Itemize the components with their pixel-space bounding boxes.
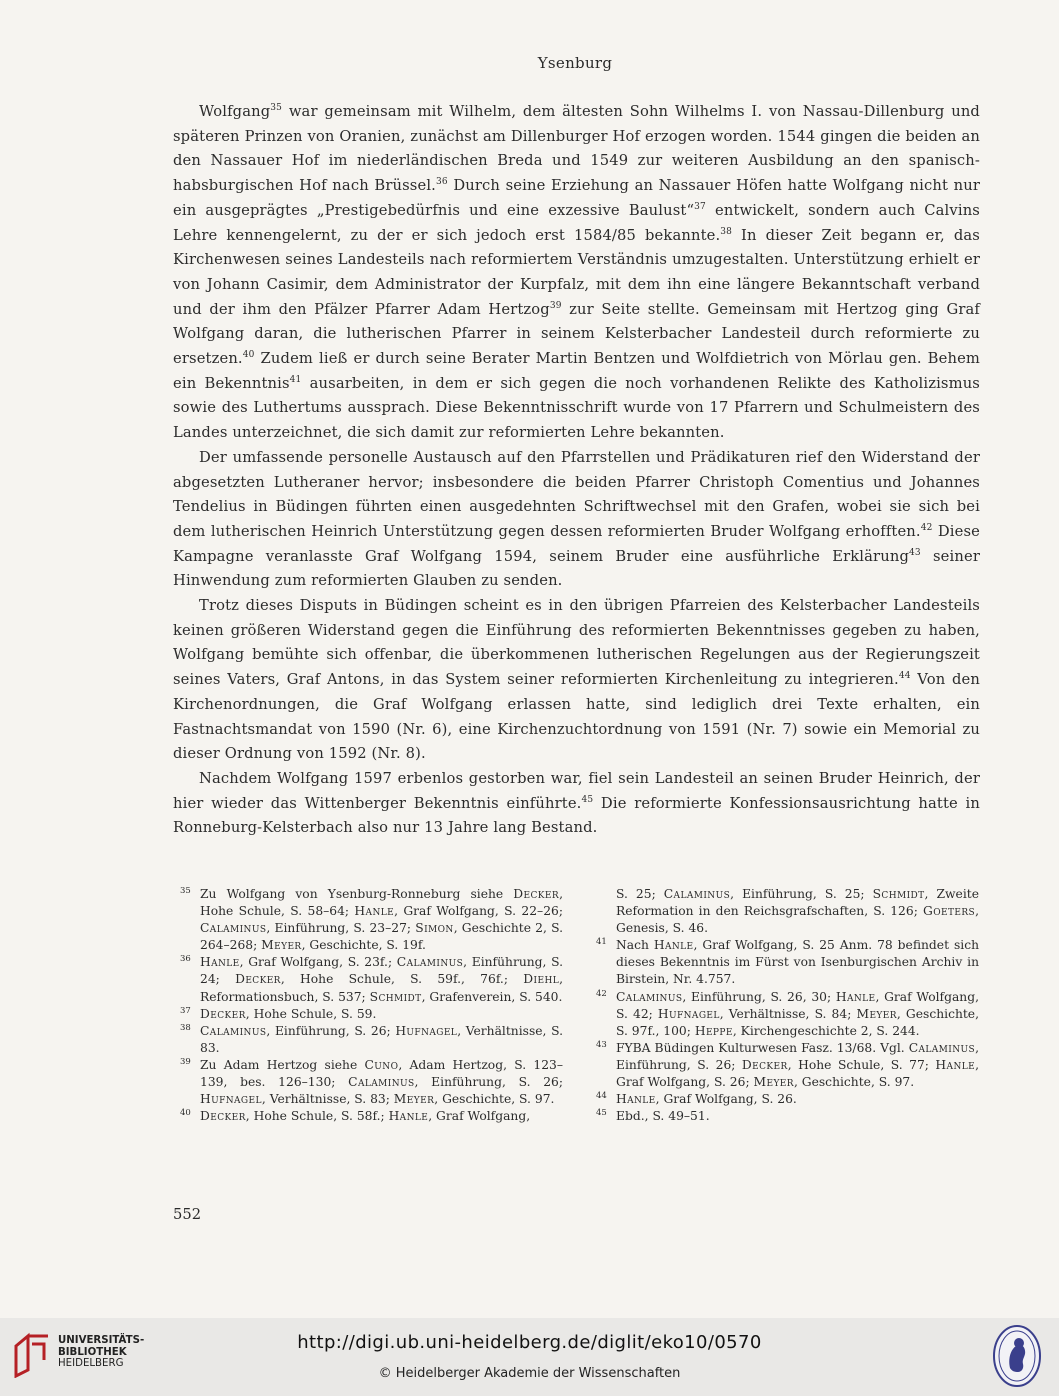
footnote-ref[interactable]: 45	[581, 794, 594, 805]
footnotes-left-column	[180, 886, 563, 1125]
paragraph: Wolfgang$^{35}$ war gemeinsam mit Wilhelm, dem ältesten Sohn Wilhelms I. von Nassau-Dillenburg und späteren Prinzen von Oranien, zunächst am Dillenburger Hof erzogen worden. 1544 gingen die beiden an den Nassauer Hof im niederländischen Breda und 1549 zur weiteren Ausbildung an den spanisch-habsburgischen Hof nach Brüssel.$^{36}$ Durch seine Erziehung an Nassauer Höfen hatte Wolfgang nicht nur ein ausgeprägtes „Prestigebedürfnis und eine exzessive Baulust“$^{37}$ entwickelt, sondern auch Calvins Lehre kennengelernt, zu der er sich jedoch erst 1584/85 bekannte.$^{38}$ In dieser Zeit begann er, das Kirchenwesen seines Landesteils nach reformiertem Verständnis umzugestalten. Unterstützung erhielt er von Johann Casimir, dem Administrator der Kurpfalz, mit dem ihn eine längere Bekanntschaft verband und der ihm den Pfälzer Pfarrer Adam Hertzog$^{39}$ zur Seite stellte. Gemeinsam mit Hertzog ging Graf Wolfgang daran, die lutherischen Pfarrer in seinem Kelsterbacher Landesteil durch reformierte zu ersetzen.$^{40}$ Zudem ließ er durch seine Berater Martin Bentzen und Wolfdietrich von Mörlau gen. Behem ein Bekenntnis$^{41}$ ausarbeiten, in dem er sich gegen die noch vorhandenen Relikte des Katholizismus sowie des Luthertums aussprach. Diese Bekenntnisschrift wurde von 17 Pfarrern und Schulmeistern des Landes unterzeichnet, die sich damit zur reformierten Lehre bekannten.	[173, 103, 980, 442]
footnote-ref[interactable]: 36	[435, 177, 448, 188]
footnote-36: 36 Hanle, Graf Wolfgang, S. 23f.; Calaminus, Einführung, S. 24; Decker, Hohe Schule, S. 59f., 76f.; Diehl, Reformationsbuch, S. 537; Schmidt, Grafenverein, S. 540.	[180, 954, 563, 1004]
footnote-ref[interactable]: 35	[270, 103, 283, 114]
footnote-35: 35 Zu Wolfgang von Ysenburg-Ronneburg siehe Decker, Hohe Schule, S. 58–64; Hanle, Graf Wolfgang, S. 22–26; Calaminus, Einführung, S. 23–27; Simon, Geschichte 2, S. 264–268; Meyer, Geschichte, S. 19f.	[180, 886, 563, 953]
main-text	[173, 100, 980, 841]
paragraph: Trotz dieses Disputs in Büdingen scheint es in den übrigen Pfarreien des Kelsterbacher Landesteils keinen größeren Widerstand gegen die Einführung des reformierten Bekenntnisses gegeben zu haben, Wolfgang bemühte sich offenbar, die überkommenen lutherischen Regelungen aus der Regierungszeit seines Vaters, Graf Antons, in das System seiner reformierten Kirchenleitung zu integrieren.$^{44}$ Von den Kirchenordnungen, die Graf Wolfgang erlassen hatte, sind lediglich drei Texte erhalten, ein Fastnachtsmandat von 1590 (Nr. 6), eine Kirchenzuchtordnung von 1591 (Nr. 7) sowie ein Memorial zu dieser Ordnung von 1592 (Nr. 8).	[173, 597, 981, 763]
footnote-ref[interactable]: 41	[289, 374, 302, 385]
footnote-ref[interactable]: 37	[694, 201, 706, 212]
footnote-40: 40 Decker, Hohe Schule, S. 58f.; Hanle, Graf Wolfgang,	[180, 1108, 531, 1124]
paragraph: Der umfassende personelle Austausch auf den Pfarrstellen und Prädikaturen rief den Widerstand der abgesetzten Lutheraner hervor; insbesondere die beiden Pfarrer Christoph Comentius und Johannes Tendelius in Büdingen führten einen ausgedehnten Schriftwechsel mit den Grafen, wobei sie sich bei dem lutherischen Heinrich Unterstützung gegen dessen reformierten Bruder Wolfgang erhofften.$^{42}$ Diese Kampagne veranlasste Graf Wolfgang 1594, seinem Bruder eine ausführliche Erklärung$^{43}$ seiner Hinwendung zum reformierten Glauben zu senden.	[173, 448, 981, 590]
footnote-45: 45 Ebd., S. 49–51.	[596, 1108, 710, 1124]
footnote-ref[interactable]: 38	[720, 226, 733, 237]
footnote-43: 43 FYBA Büdingen Kulturwesen Fasz. 13/68. Vgl. Calaminus, Einführung, S. 26; Decker, Hohe Schule, S. 77; Hanle, Graf Wolfgang, S. 26; Meyer, Geschichte, S. 97.	[596, 1039, 979, 1090]
footnote-ref[interactable]: 39	[549, 300, 562, 311]
footnote-ref[interactable]: 44	[898, 671, 911, 682]
footnote-ref[interactable]: 42	[920, 523, 933, 534]
page-number: 552	[173, 1206, 202, 1223]
footnote-42: 42 Calaminus, Einführung, S. 26, 30; Hanle, Graf Wolfgang, S. 42; Hufnagel, Verhältnisse, S. 84; Meyer, Geschichte, S. 97f., 100; Heppe, Kirchengeschichte 2, S. 244.	[596, 988, 979, 1038]
footnote-ref[interactable]: 43	[909, 547, 921, 558]
academy-seal-icon	[992, 1324, 1042, 1388]
paragraph: Nachdem Wolfgang 1597 erbenlos gestorben war, fiel sein Landesteil an seinen Bruder Heinrich, der hier wieder das Wittenberger Bekenntnis einführte.$^{45}$ Die reformierte Konfessionsausrichtung hatte in Ronneburg-Kelsterbach also nur 13 Jahre lang Bestand.	[173, 769, 980, 837]
footnote-39: 39 Zu Adam Hertzog siehe Cuno, Adam Hertzog, S. 123–139, bes. 126–130; Calaminus, Einführung, S. 26; Hufnagel, Verhältnisse, S. 83; Meyer, Geschichte, S. 97.	[180, 1056, 563, 1107]
viewer-footer	[0, 1318, 1059, 1396]
footnote-44: 44 Hanle, Graf Wolfgang, S. 26.	[596, 1091, 797, 1107]
permalink-url[interactable]: http://digi.ub.uni-heidelberg.de/diglit/eko10/0570	[297, 1332, 762, 1353]
library-name[interactable]: UNIVERSITÄTS- BIBLIOTHEK HEIDELBERG	[58, 1335, 145, 1369]
footnote-37: 37 Decker, Hohe Schule, S. 59.	[180, 1005, 377, 1021]
footnote-40-continued: S. 25; Calaminus, Einführung, S. 25; Schmidt, Zweite Reformation in den Reichsgrafschaften, S. 126; Goeters, Genesis, S. 46.	[616, 887, 979, 936]
footnote-ref[interactable]: 40	[242, 350, 255, 361]
running-header: Ysenburg	[537, 54, 613, 72]
footnote-38: 38 Calaminus, Einführung, S. 26; Hufnagel, Verhältnisse, S. 83.	[180, 1022, 563, 1055]
copyright-notice: © Heidelberger Akademie der Wissenschaften	[378, 1366, 681, 1381]
footnotes-right-column	[596, 886, 979, 1125]
footnote-41: 41 Nach Hanle, Graf Wolfgang, S. 25 Anm. 78 befindet sich dieses Bekenntnis im Fürst von Isenburgischen Archiv in Birstein, Nr. 4.757.	[596, 937, 980, 987]
